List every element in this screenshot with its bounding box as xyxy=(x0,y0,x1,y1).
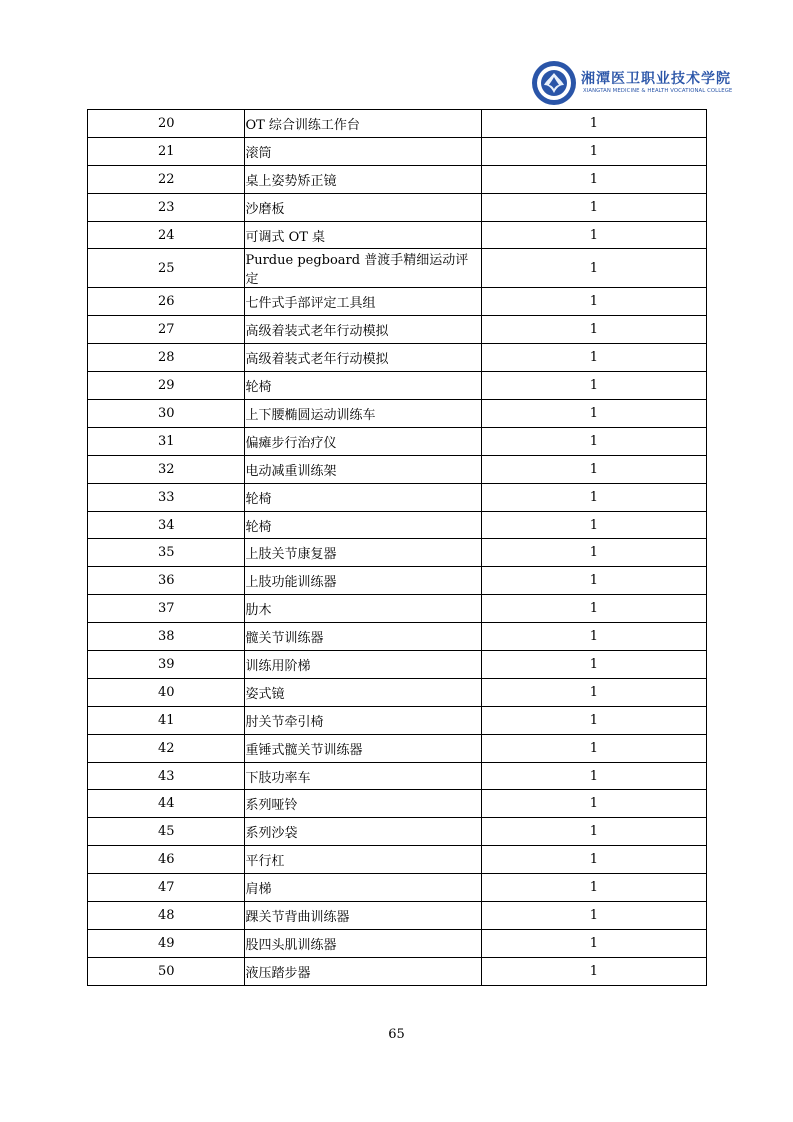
item-number: 38 xyxy=(88,623,245,651)
item-number: 31 xyxy=(88,427,245,455)
item-name: 肩梯 xyxy=(245,874,481,902)
item-number: 21 xyxy=(88,137,245,165)
item-quantity: 1 xyxy=(481,427,706,455)
table-row xyxy=(88,790,707,818)
item-quantity: 1 xyxy=(481,137,706,165)
item-name: 股四头肌训练器 xyxy=(245,929,481,957)
item-quantity: 1 xyxy=(481,400,706,428)
item-quantity: 1 xyxy=(481,874,706,902)
item-quantity: 1 xyxy=(481,734,706,762)
table-row xyxy=(88,249,707,288)
equipment-table-body xyxy=(88,110,707,986)
table-row xyxy=(88,372,707,400)
item-name: 肘关节牵引椅 xyxy=(245,706,481,734)
table-row xyxy=(88,678,707,706)
item-quantity: 1 xyxy=(481,846,706,874)
table-row xyxy=(88,902,707,930)
item-number: 47 xyxy=(88,874,245,902)
table-row xyxy=(88,734,707,762)
table-row xyxy=(88,929,707,957)
item-number: 36 xyxy=(88,567,245,595)
item-name: 轮椅 xyxy=(245,372,481,400)
item-name: 下肢功率车 xyxy=(245,762,481,790)
table-row xyxy=(88,110,707,138)
item-number: 20 xyxy=(88,110,245,138)
item-name: 姿式镜 xyxy=(245,678,481,706)
item-quantity: 1 xyxy=(481,193,706,221)
item-quantity: 1 xyxy=(481,567,706,595)
item-number: 23 xyxy=(88,193,245,221)
item-number: 41 xyxy=(88,706,245,734)
item-number: 26 xyxy=(88,288,245,316)
table-row xyxy=(88,651,707,679)
school-name: 湘潭医卫职业技术学院 xyxy=(581,71,731,87)
item-number: 24 xyxy=(88,221,245,249)
item-name: 平行杠 xyxy=(245,846,481,874)
item-quantity: 1 xyxy=(481,165,706,193)
table-row xyxy=(88,874,707,902)
item-quantity: 1 xyxy=(481,511,706,539)
item-name: OT 综合训练工作台 xyxy=(245,110,481,138)
table-row xyxy=(88,762,707,790)
item-quantity: 1 xyxy=(481,790,706,818)
item-quantity: 1 xyxy=(481,455,706,483)
item-name: 高级着装式老年行动模拟 xyxy=(245,344,481,372)
table-row xyxy=(88,193,707,221)
item-number: 43 xyxy=(88,762,245,790)
table-row xyxy=(88,221,707,249)
item-name: 重锤式髋关节训练器 xyxy=(245,734,481,762)
item-number: 40 xyxy=(88,678,245,706)
table-row xyxy=(88,623,707,651)
item-quantity: 1 xyxy=(481,762,706,790)
item-name: 髋关节训练器 xyxy=(245,623,481,651)
item-quantity: 1 xyxy=(481,288,706,316)
item-number: 45 xyxy=(88,818,245,846)
item-number: 34 xyxy=(88,511,245,539)
item-name: 上肢功能训练器 xyxy=(245,567,481,595)
item-quantity: 1 xyxy=(481,595,706,623)
school-logo xyxy=(531,60,733,108)
table-row xyxy=(88,137,707,165)
item-quantity: 1 xyxy=(481,344,706,372)
item-name: 沙磨板 xyxy=(245,193,481,221)
item-quantity: 1 xyxy=(481,372,706,400)
item-name: 滚筒 xyxy=(245,137,481,165)
item-quantity: 1 xyxy=(481,651,706,679)
item-name: 肋木 xyxy=(245,595,481,623)
item-name: 电动减重训练架 xyxy=(245,455,481,483)
item-name: 七件式手部评定工具组 xyxy=(245,288,481,316)
table-row xyxy=(88,846,707,874)
table-row xyxy=(88,427,707,455)
item-name: 液压踏步器 xyxy=(245,957,481,985)
item-quantity: 1 xyxy=(481,902,706,930)
item-name: 系列沙袋 xyxy=(245,818,481,846)
page-number: 65 xyxy=(388,1027,405,1042)
item-name: 上下腰椭圆运动训练车 xyxy=(245,400,481,428)
item-quantity: 1 xyxy=(481,818,706,846)
item-name: 高级着装式老年行动模拟 xyxy=(245,316,481,344)
item-quantity: 1 xyxy=(481,539,706,567)
table-row xyxy=(88,483,707,511)
table-row xyxy=(88,288,707,316)
item-number: 25 xyxy=(88,249,245,288)
table-row xyxy=(88,511,707,539)
item-name: 可调式 OT 桌 xyxy=(245,221,481,249)
item-name: 轮椅 xyxy=(245,511,481,539)
item-number: 39 xyxy=(88,651,245,679)
item-name: 踝关节背曲训练器 xyxy=(245,902,481,930)
item-number: 28 xyxy=(88,344,245,372)
table-row xyxy=(88,400,707,428)
item-quantity: 1 xyxy=(481,110,706,138)
table-row xyxy=(88,567,707,595)
item-number: 30 xyxy=(88,400,245,428)
table-row xyxy=(88,539,707,567)
table-row xyxy=(88,818,707,846)
item-quantity: 1 xyxy=(481,706,706,734)
item-name: 桌上姿势矫正镜 xyxy=(245,165,481,193)
item-number: 44 xyxy=(88,790,245,818)
table-row xyxy=(88,595,707,623)
item-name: 偏瘫步行治疗仪 xyxy=(245,427,481,455)
equipment-table xyxy=(87,109,707,986)
item-quantity: 1 xyxy=(481,249,706,288)
item-quantity: 1 xyxy=(481,316,706,344)
item-name: Purdue pegboard 普渡手精细运动评定 xyxy=(245,249,481,288)
item-quantity: 1 xyxy=(481,929,706,957)
item-number: 32 xyxy=(88,455,245,483)
item-quantity: 1 xyxy=(481,623,706,651)
table-row xyxy=(88,344,707,372)
item-quantity: 1 xyxy=(481,483,706,511)
item-number: 29 xyxy=(88,372,245,400)
table-row xyxy=(88,455,707,483)
item-number: 27 xyxy=(88,316,245,344)
item-quantity: 1 xyxy=(481,221,706,249)
item-number: 22 xyxy=(88,165,245,193)
table-row xyxy=(88,706,707,734)
table-row xyxy=(88,165,707,193)
school-seal-icon xyxy=(531,60,577,106)
item-number: 49 xyxy=(88,929,245,957)
item-number: 37 xyxy=(88,595,245,623)
item-number: 48 xyxy=(88,902,245,930)
item-number: 33 xyxy=(88,483,245,511)
school-name-english: XIANGTAN MEDICINE & HEALTH VOCATIONAL COLLEGE xyxy=(583,88,733,94)
item-quantity: 1 xyxy=(481,957,706,985)
item-name: 训练用阶梯 xyxy=(245,651,481,679)
item-quantity: 1 xyxy=(481,678,706,706)
item-name: 上肢关节康复器 xyxy=(245,539,481,567)
item-number: 42 xyxy=(88,734,245,762)
table-row xyxy=(88,316,707,344)
item-number: 46 xyxy=(88,846,245,874)
table-row xyxy=(88,957,707,985)
item-name: 轮椅 xyxy=(245,483,481,511)
item-number: 50 xyxy=(88,957,245,985)
item-name: 系列哑铃 xyxy=(245,790,481,818)
item-number: 35 xyxy=(88,539,245,567)
